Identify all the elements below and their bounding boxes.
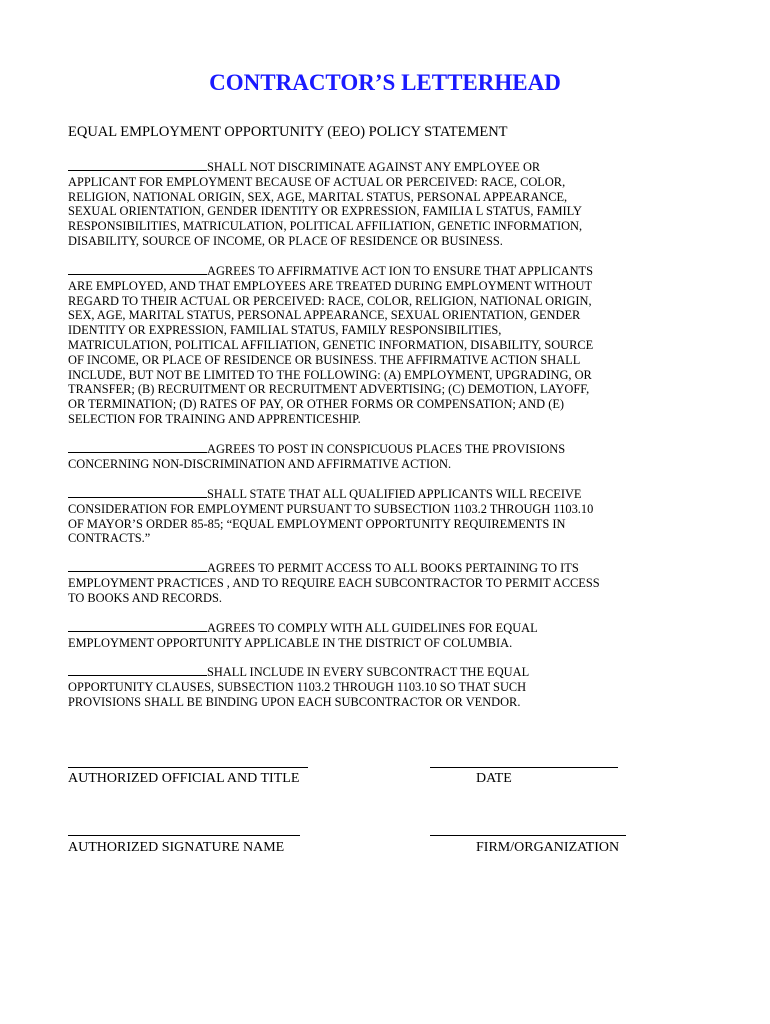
paragraph-line: CONCERNING NON-DISCRIMINATION AND AFFIRMATIVE ACTION.: [68, 456, 452, 471]
paragraph-line: EMPLOYMENT PRACTICES , AND TO REQUIRE EACH SUBCONTRACTOR TO PERMIT ACCESS: [68, 575, 600, 590]
paragraph-line: ARE EMPLOYED, AND THAT EMPLOYEES ARE TREATED DURING EMPLOYMENT WITHOUT: [68, 278, 593, 293]
paragraph-line: RELIGION, NATIONAL ORIGIN, SEX, AGE, MARITAL STATUS, PERSONAL APPEARANCE,: [68, 189, 568, 204]
policy-paragraph: [68, 441, 628, 472]
letterhead-title: CONTRACTOR’S LETTERHEAD: [209, 70, 561, 95]
paragraph-line: OR TERMINATION; (D) RATES OF PAY, OR OTHER FORMS OR COMPENSATION; AND (E): [68, 397, 565, 412]
paragraph-line: AGREES TO PERMIT ACCESS TO ALL BOOKS PERTAINING TO ITS: [207, 561, 579, 575]
date-label: DATE: [476, 771, 512, 786]
policy-paragraph: [68, 263, 628, 427]
firm-organization-line[interactable]: [430, 835, 626, 836]
paragraph-line: REGARD TO THEIR ACTUAL OR PERCEIVED: RACE, COLOR, RELIGION, NATIONAL ORIGIN,: [68, 293, 592, 308]
contractor-name-blank[interactable]: [68, 159, 207, 171]
policy-statement-heading: EQUAL EMPLOYMENT OPPORTUNITY (EEO) POLICY STATEMENT: [68, 124, 508, 140]
contractor-name-blank[interactable]: [68, 620, 207, 632]
paragraph-line: EMPLOYMENT OPPORTUNITY APPLICABLE IN THE DISTRICT OF COLUMBIA.: [68, 635, 513, 650]
paragraph-line: DISABILITY, SOURCE OF INCOME, OR PLACE OF RESIDENCE OR BUSINESS.: [68, 233, 503, 248]
paragraph-line: IDENTITY OR EXPRESSION, FAMILIAL STATUS, FAMILY RESPONSIBILITIES,: [68, 323, 502, 338]
paragraph-line: SHALL INCLUDE IN EVERY SUBCONTRACT THE EQUAL: [207, 665, 530, 679]
policy-paragraph: [68, 486, 628, 546]
paragraph-line: RESPONSIBILITIES, MATRICULATION, POLITICAL AFFILIATION, GENETIC INFORMATION,: [68, 219, 583, 234]
paragraph-line: TRANSFER; (B) RECRUITMENT OR RECRUITMENT ADVERTISING; (C) DEMOTION, LAYOFF,: [68, 382, 590, 397]
paragraph-line: OF INCOME, OR PLACE OF RESIDENCE OR BUSINESS. THE AFFIRMATIVE ACTION SHALL: [68, 352, 581, 367]
paragraph-line: SEXUAL ORIENTATION, GENDER IDENTITY OR EXPRESSION, FAMILIA L STATUS, FAMILY: [68, 204, 582, 219]
authorized-signature-name-label: AUTHORIZED SIGNATURE NAME: [68, 840, 285, 855]
policy-paragraph: [68, 664, 628, 709]
paragraph-line: MATRICULATION, POLITICAL AFFILIATION, GENETIC INFORMATION, DISABILITY, SOURCE: [68, 337, 594, 352]
paragraph-line: AGREES TO COMPLY WITH ALL GUIDELINES FOR EQUAL: [207, 621, 538, 635]
paragraph-line: AGREES TO POST IN CONSPICUOUS PLACES THE PROVISIONS: [207, 442, 566, 456]
paragraph-line: SHALL NOT DISCRIMINATE AGAINST ANY EMPLOYEE OR: [207, 160, 541, 174]
contractor-name-blank[interactable]: [68, 263, 207, 275]
authorized-signature-name-line[interactable]: [68, 835, 300, 836]
paragraph-line: AGREES TO AFFIRMATIVE ACT ION TO ENSURE THAT APPLICANTS: [207, 264, 594, 278]
contractor-name-blank[interactable]: [68, 441, 207, 453]
paragraph-line: INCLUDE, BUT NOT BE LIMITED TO THE FOLLOWING: (A) EMPLOYMENT, UPGRADING, OR: [68, 367, 592, 382]
paragraph-line: CONSIDERATION FOR EMPLOYMENT PURSUANT TO SUBSECTION 1103.2 THROUGH 1103.10: [68, 501, 594, 516]
contractor-name-blank[interactable]: [68, 664, 207, 676]
paragraph-line: OF MAYOR’S ORDER 85-85; “EQUAL EMPLOYMENT OPPORTUNITY REQUIREMENTS IN: [68, 516, 566, 531]
paragraph-line: SELECTION FOR TRAINING AND APPRENTICESHIP.: [68, 411, 361, 426]
policy-paragraph: [68, 159, 628, 249]
paragraph-line: APPLICANT FOR EMPLOYMENT BECAUSE OF ACTUAL OR PERCEIVED: RACE, COLOR,: [68, 174, 566, 189]
authorized-official-label: AUTHORIZED OFFICIAL AND TITLE: [68, 771, 300, 786]
authorized-official-signature-line[interactable]: [68, 767, 308, 768]
paragraph-line: TO BOOKS AND RECORDS.: [68, 590, 222, 605]
contractor-name-blank[interactable]: [68, 486, 207, 498]
paragraph-line: PROVISIONS SHALL BE BINDING UPON EACH SUBCONTRACTOR OR VENDOR.: [68, 694, 521, 709]
paragraph-line: CONTRACTS.”: [68, 531, 151, 546]
paragraph-line: SEX, AGE, MARITAL STATUS, PERSONAL APPEARANCE, SEXUAL ORIENTATION, GENDER: [68, 308, 581, 323]
date-signature-line[interactable]: [430, 767, 618, 768]
contractor-name-blank[interactable]: [68, 560, 207, 572]
paragraph-line: OPPORTUNITY CLAUSES, SUBSECTION 1103.2 THROUGH 1103.10 SO THAT SUCH: [68, 679, 527, 694]
policy-paragraph: [68, 560, 628, 605]
policy-paragraph: [68, 620, 628, 651]
firm-organization-label: FIRM/ORGANIZATION: [476, 840, 620, 855]
paragraph-line: SHALL STATE THAT ALL QUALIFIED APPLICANTS WILL RECEIVE: [207, 487, 582, 501]
